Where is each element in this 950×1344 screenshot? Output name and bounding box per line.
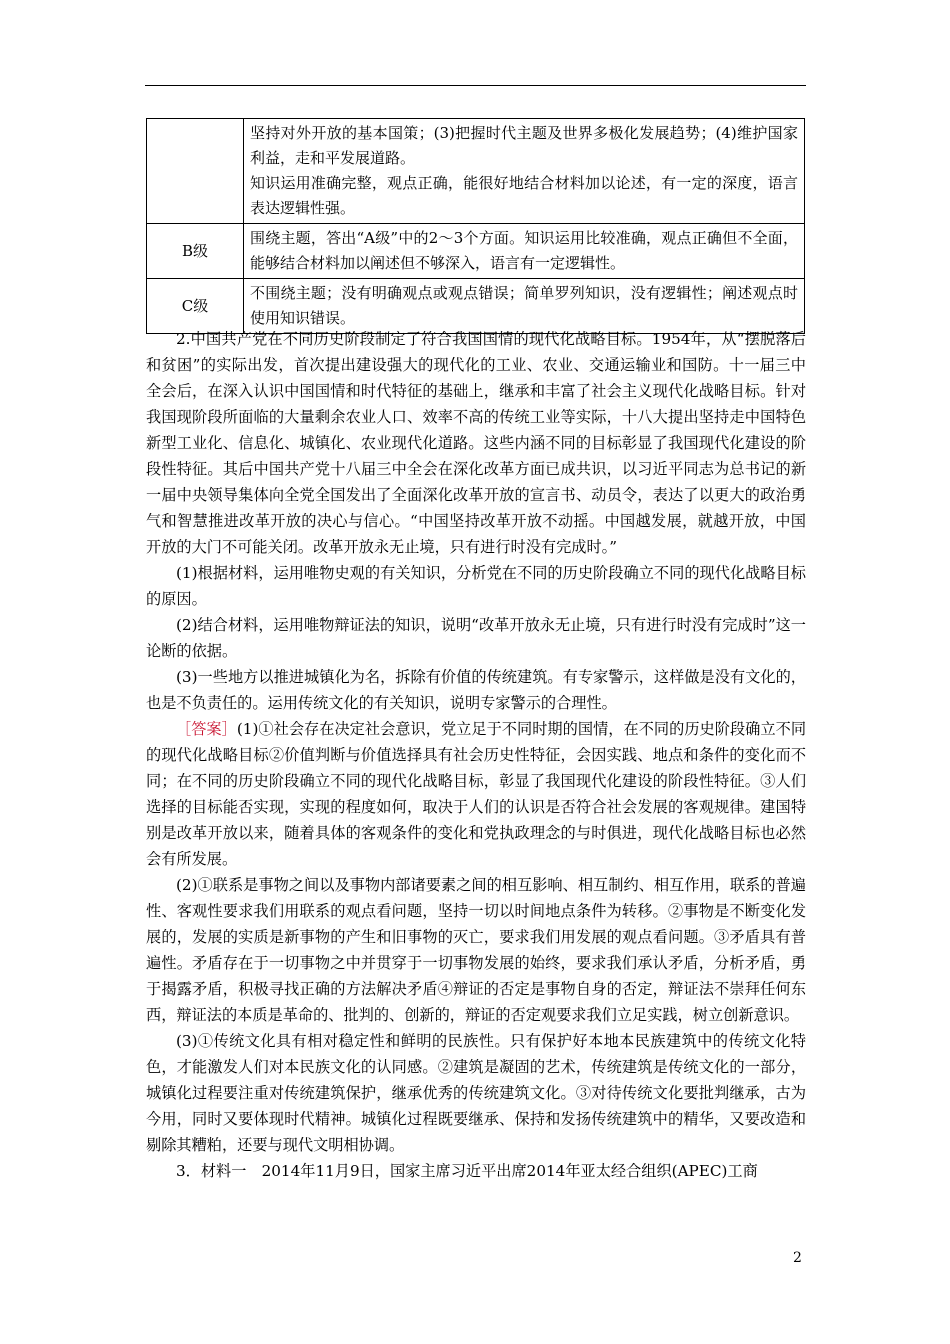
grade-level-cell: C级 (147, 279, 244, 334)
grade-description-line: 知识运用准确完整，观点正确，能很好地结合材料加以论述，有一定的深度，语言表达逻辑性强。 (250, 174, 798, 217)
grading-table (146, 118, 805, 334)
answer-2-paragraph: (2)①联系是事物之间以及事物内部诸要素之间的相互影响、相互制约、相互作用，联系的普遍性、客观性要求我们用联系的观点看问题，坚持一切以时间地点条件为转移。②事物是不断变化发展的，发展的实质是新事物的产生和旧事物的灭亡，要求我们用发展的观点看问题。③矛盾具有普遍性。矛盾存在于一切事物之中并贯穿于一切事物发展的始终，要求我们承认矛盾，分析矛盾，勇于揭露矛盾，积极寻找正确的方法解决矛盾④辩证的否定是事物自身的否定，辩证法不崇拜任何东西，辩证法的本质是革命的、批判的、创新的，辩证的否定观要求我们立足实践，树立创新意识。 (146, 876, 806, 1024)
question-2-stem: 2.中国共产党在不同历史阶段制定了符合我国国情的现代化战略目标。1954年，从“摆脱落后和贫困”的实际出发，首次提出建设强大的现代化的工业、农业、交通运输业和国防。十一届三中全会后，在深入认识中国国情和时代特征的基础上，继承和丰富了社会主义现代化战略目标。针对我国现阶段所面临的大量剩余农业人口、效率不高的传统工业等实际，十八大提出坚持走中国特色新型工业化、信息化、城镇化、农业现代化道路。这些内涵不同的目标彰显了我国现代化建设的阶段性特征。其后中国共产党十八届三中全会在深化改革方面已成共识，以习近平同志为总书记的新一届中央领导集体向全党全国发出了全面深化改革开放的宣言书、动员令，表达了以更大的政治勇气和智慧推进改革开放的决心与信心。“中国坚持改革开放不动摇。中国越发展，就越开放，中国开放的大门不可能关闭。改革开放永无止境，只有进行时没有完成时。” (146, 330, 806, 556)
document-body (146, 326, 806, 1184)
answer-tag: ［答案］ (176, 720, 237, 738)
question-2-sub-1: (1)根据材料，运用唯物史观的有关知识，分析党在不同的历史阶段确立不同的现代化战略目标的原因。 (146, 564, 806, 608)
grade-level-cell: B级 (147, 224, 244, 279)
page-number: 2 (793, 1250, 802, 1266)
question-2-sub-3: (3)一些地方以推进城镇化为名，拆除有价值的传统建筑。有专家警示，这样做是没有文化的，也是不负责任的。运用传统文化的有关知识，说明专家警示的合理性。 (146, 668, 806, 712)
table-row (147, 224, 805, 279)
header-rule (145, 85, 806, 86)
answer-1-paragraph (146, 716, 806, 872)
grade-description-cell (244, 119, 805, 224)
answer-1-text: (1)①社会存在决定社会意识，党立足于不同时期的国情，在不同的历史阶段确立不同的现代化战略目标②价值判断与价值选择具有社会历史性特征，会因实践、地点和条件的变化而不同；在不同的历史阶段确立不同的现代化战略目标，彰显了我国现代化建设的阶段性特征。③人们选择的目标能否实现，实现的程度如何，取决于人们的认识是否符合社会发展的客观规律。建国特别是改革开放以来，随着具体的客观条件的变化和党执政理念的与时俱进，现代化战略目标也必然会有所发展。 (146, 720, 807, 868)
table-row (147, 119, 805, 224)
answer-3-paragraph: (3)①传统文化具有相对稳定性和鲜明的民族性。只有保护好本地本民族建筑中的传统文化特色，才能激发人们对本民族文化的认同感。②建筑是凝固的艺术，传统建筑是传统文化的一部分，城镇化过程要注重对传统建筑保护，继承优秀的传统建筑文化。③对待传统文化要批判继承，古为今用，同时又要体现时代精神。城镇化过程既要继承、保持和发扬传统建筑中的精华，又要改造和剔除其糟粕，还要与现代文明相协调。 (146, 1032, 806, 1154)
grade-level-cell (147, 119, 244, 224)
question-3-stem: 3．材料一 2014年11月9日，国家主席习近平出席2014年亚太经合组织(APEC)工商 (176, 1162, 758, 1180)
grade-description-cell: 不围绕主题；没有明确观点或观点错误；简单罗列知识，没有逻辑性；阐述观点时使用知识错误。 (244, 279, 805, 334)
question-2-sub-2: (2)结合材料，运用唯物辩证法的知识，说明“改革开放永无止境，只有进行时没有完成时”这一论断的依据。 (146, 616, 806, 660)
grade-description-line: 坚持对外开放的基本国策；(3)把握时代主题及世界多极化发展趋势；(4)维护国家利益，走和平发展道路。 (250, 124, 798, 167)
grade-description-cell: 围绕主题，答出“A级”中的2～3个方面。知识运用比较准确，观点正确但不全面，能够结合材料加以阐述但不够深入，语言有一定逻辑性。 (244, 224, 805, 279)
